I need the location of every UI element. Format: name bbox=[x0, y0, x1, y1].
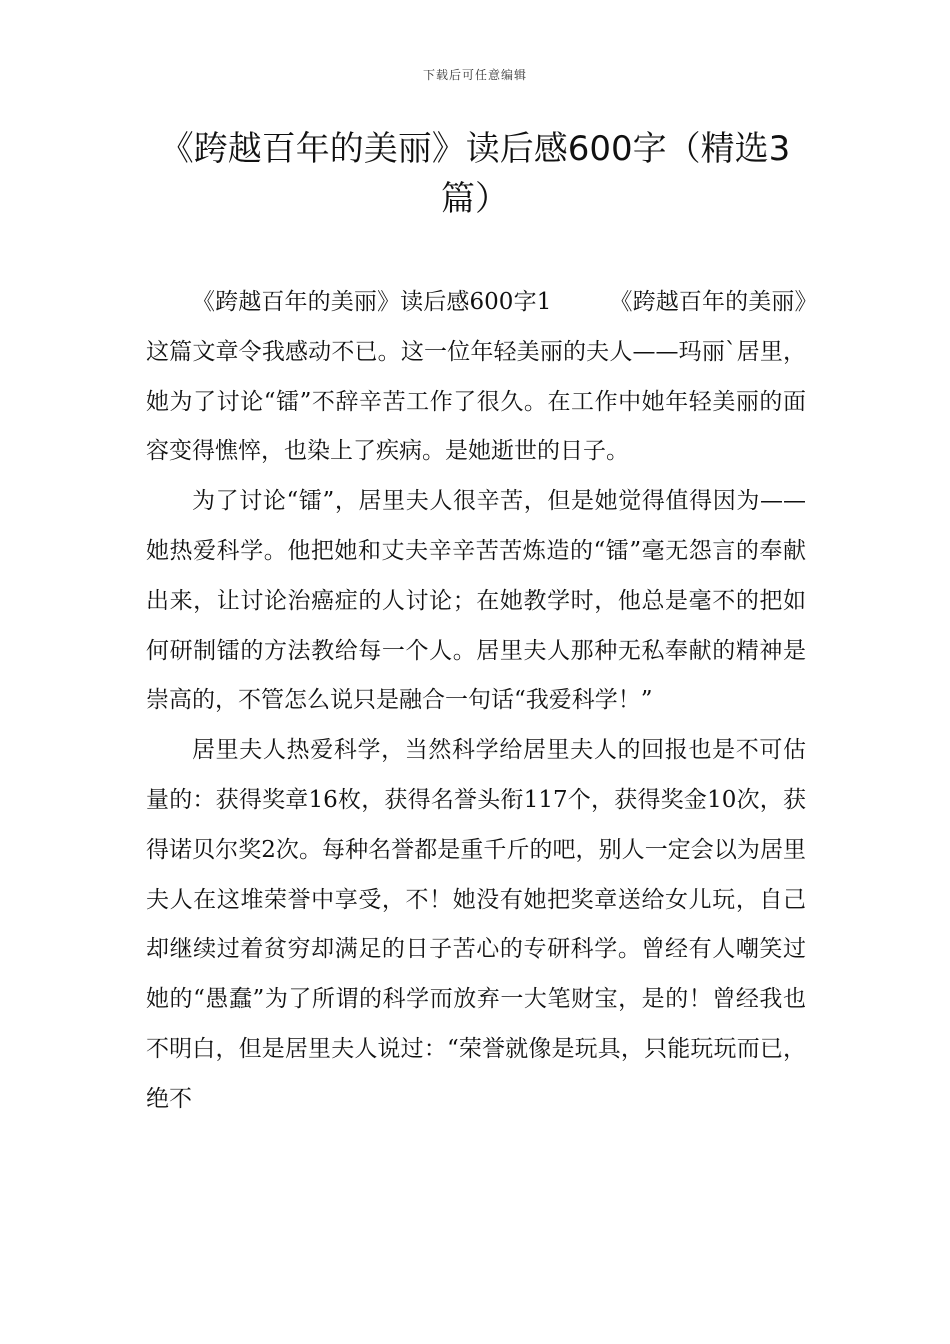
paragraph-1 bbox=[146, 278, 806, 477]
paragraph-2: 为了讨论“镭”，居里夫人很辛苦，但是她觉得值得因为——她热爱科学。他把她和丈夫辛辛苦苦炼造的“镭”毫无怨言的奉献出来，让讨论治癌症的人讨论；在她教学时，他总是毫不的把如何研制镭的方法教给每一个人。居里夫人那种无私奉献的精神是崇高的，不管怎么说只是融合一句话“我爱科学！” bbox=[146, 488, 806, 714]
page-title: 《跨越百年的美丽》读后感600字（精选3篇） bbox=[159, 129, 791, 219]
header-note: 下载后可任意编辑 bbox=[422, 68, 527, 82]
paragraph-1-text: 《跨越百年的美丽》这篇文章令我感动不已。这一位年轻美丽的夫人——玛丽`居里，她为了讨论“镭”不辞辛苦工作了很久。在工作中她年轻美丽的面容变得憔悴，也染上了疾病。是她逝世的日子。 bbox=[146, 289, 806, 465]
paragraph-3: 居里夫人热爱科学，当然科学给居里夫人的回报也是不可估量的：获得奖章16枚，获得名誉头衔117个，获得奖金10次，获得诺贝尔奖2次。每种名誉都是重千斤的吧，别人一定会以为居里夫人在这堆荣誉中享受，不！她没有她把奖章送给女儿玩，自己却继续过着贫穷却满足的日子苦心的专研科学。曾经有人嘲笑过她的“愚蠢”为了所谓的科学而放弃一大笔财宝，是的！曾经我也不明白，但是居里夫人说过：“荣誉就像是玩具，只能玩玩而已，绝不 bbox=[146, 737, 806, 1112]
paragraph-1-heading: 《跨越百年的美丽》读后感600字1 bbox=[192, 289, 552, 315]
document-body bbox=[146, 278, 806, 1125]
